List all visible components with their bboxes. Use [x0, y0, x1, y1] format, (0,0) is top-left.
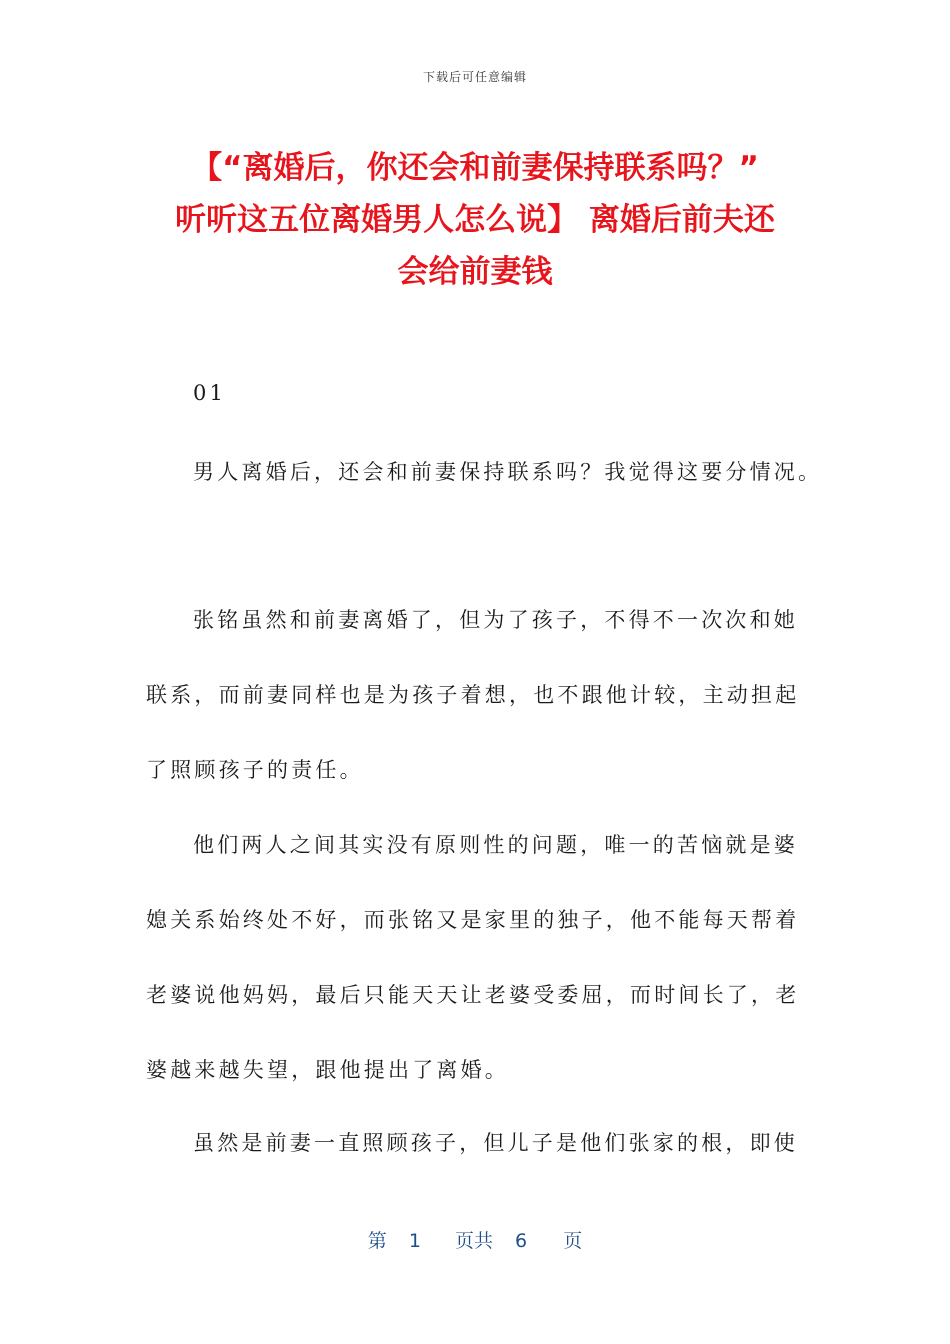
- title-line-1: 【“离婚后，你还会和前妻保持联系吗？”: [191, 150, 759, 186]
- title-line-3: 会给前妻钱: [397, 254, 553, 290]
- current-page-number: 1: [408, 1230, 421, 1252]
- paragraph-line: 老婆说他妈妈，最后只能天天让老婆受委屈，而时间长了，老: [146, 983, 800, 1007]
- document-title: [140, 142, 810, 298]
- paragraph-line: 媳关系始终处不好，而张铭又是家里的独子，他不能每天帮着: [146, 908, 800, 932]
- paragraph-line: 联系，而前妻同样也是为孩子着想，也不跟他计较，主动担起: [146, 683, 800, 707]
- paragraph-line: 虽然是前妻一直照顾孩子，但儿子是他们张家的根，即使: [193, 1131, 798, 1155]
- paragraph-line: 男人离婚后，还会和前妻保持联系吗？我觉得这要分情况。: [193, 460, 823, 484]
- title-line-2: 听听这五位离婚男人怎么说】 离婚后前夫还: [175, 202, 775, 238]
- total-pages-number: 6: [515, 1230, 528, 1252]
- section-number: 01: [193, 381, 227, 405]
- page-footer: [0, 1226, 950, 1253]
- header-note: 下载后可任意编辑: [422, 70, 527, 84]
- paragraph-line: 张铭虽然和前妻离婚了，但为了孩子，不得不一次次和她: [193, 608, 798, 632]
- page-label-suffix: 页: [563, 1230, 583, 1252]
- paragraph-line: 他们两人之间其实没有原则性的问题，唯一的苦恼就是婆: [193, 833, 798, 857]
- paragraph-line: 了照顾孩子的责任。: [146, 758, 364, 782]
- paragraph-line: 婆越来越失望，跟他提出了离婚。: [146, 1058, 509, 1082]
- page-label-middle: 页共: [454, 1230, 493, 1252]
- page-label-prefix: 第: [367, 1230, 387, 1252]
